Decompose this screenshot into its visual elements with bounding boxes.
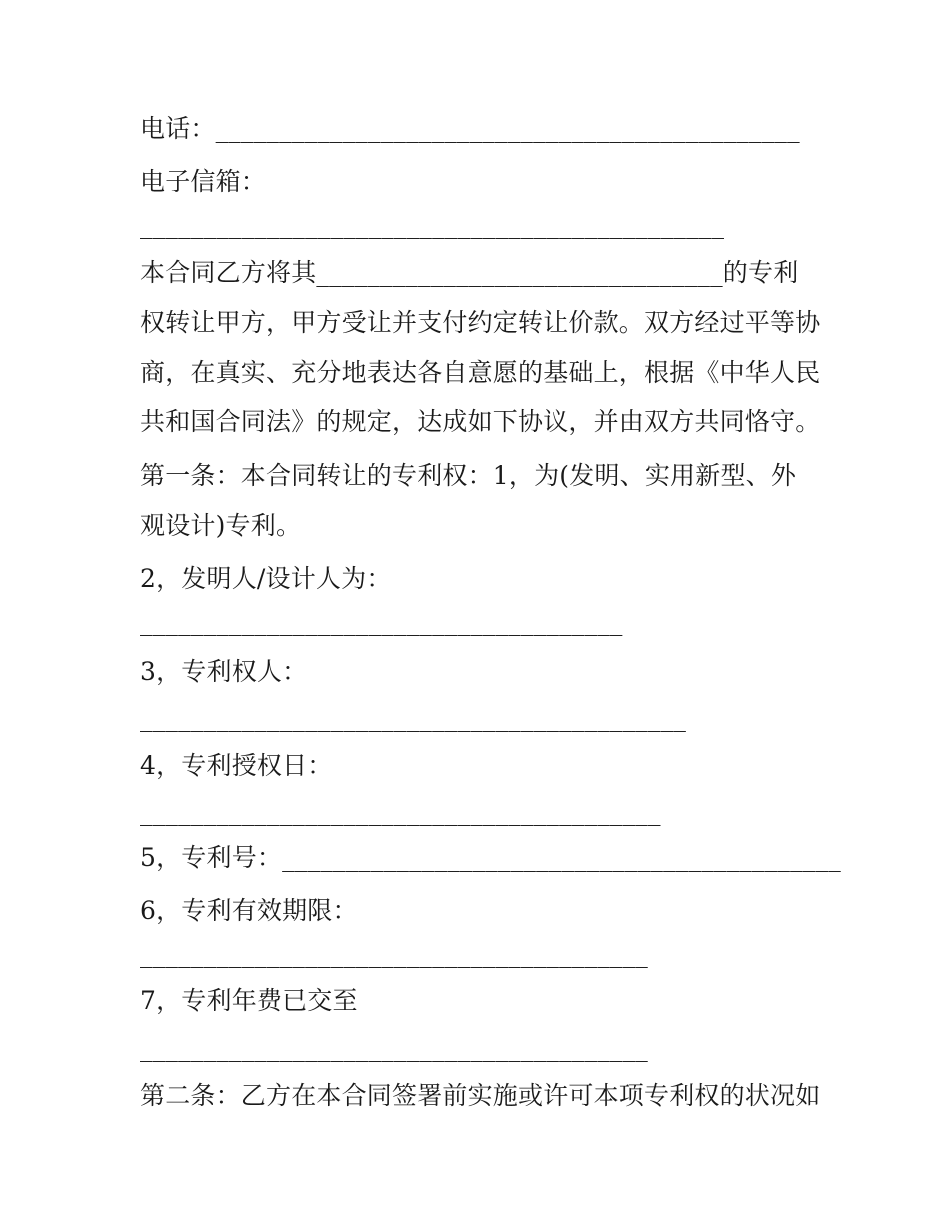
article-two-line: 第二条：乙方在本合同签署前实施或许可本项专利权的状况如	[140, 1081, 821, 1110]
email-label-line: 电子信箱：	[140, 167, 267, 196]
inventor-label-line: 2，发明人/设计人为：	[140, 564, 392, 593]
email-blank-line: ______________________________________________	[140, 210, 725, 239]
inventor-blank-line: ______________________________________	[140, 607, 623, 636]
patentee-label-line: 3，专利权人：	[140, 657, 308, 686]
paragraph-line: 商，在真实、充分地表达各自意愿的基础上，根据《中华人民	[140, 358, 821, 387]
article-one-continuation: 观设计)专利。	[140, 511, 302, 540]
article-one-line: 第一条：本合同转让的专利权：1，为(发明、实用新型、外	[140, 461, 797, 490]
validity-label-line: 6，专利有效期限：	[140, 896, 358, 925]
paragraph-line: 本合同乙方将其________________________________的专利	[140, 258, 799, 287]
validity-blank-line: ________________________________________	[140, 939, 648, 968]
annual-fee-blank-line: ________________________________________	[140, 1033, 648, 1062]
annual-fee-label-line: 7，专利年费已交至	[140, 986, 358, 1015]
grant-date-label-line: 4，专利授权日：	[140, 751, 333, 780]
paragraph-line: 共和国合同法》的规定，达成如下协议，并由双方共同恪守。	[140, 407, 821, 436]
paragraph-line: 权转让甲方，甲方受让并支付约定转让价款。双方经过平等协	[140, 308, 821, 337]
grant-date-blank-line: _________________________________________	[140, 797, 661, 826]
patentee-blank-line: ___________________________________________	[140, 703, 687, 732]
patent-number-line: 5，专利号：____________________________________________	[140, 843, 841, 872]
phone-line: 电话：______________________________________________	[140, 114, 800, 143]
